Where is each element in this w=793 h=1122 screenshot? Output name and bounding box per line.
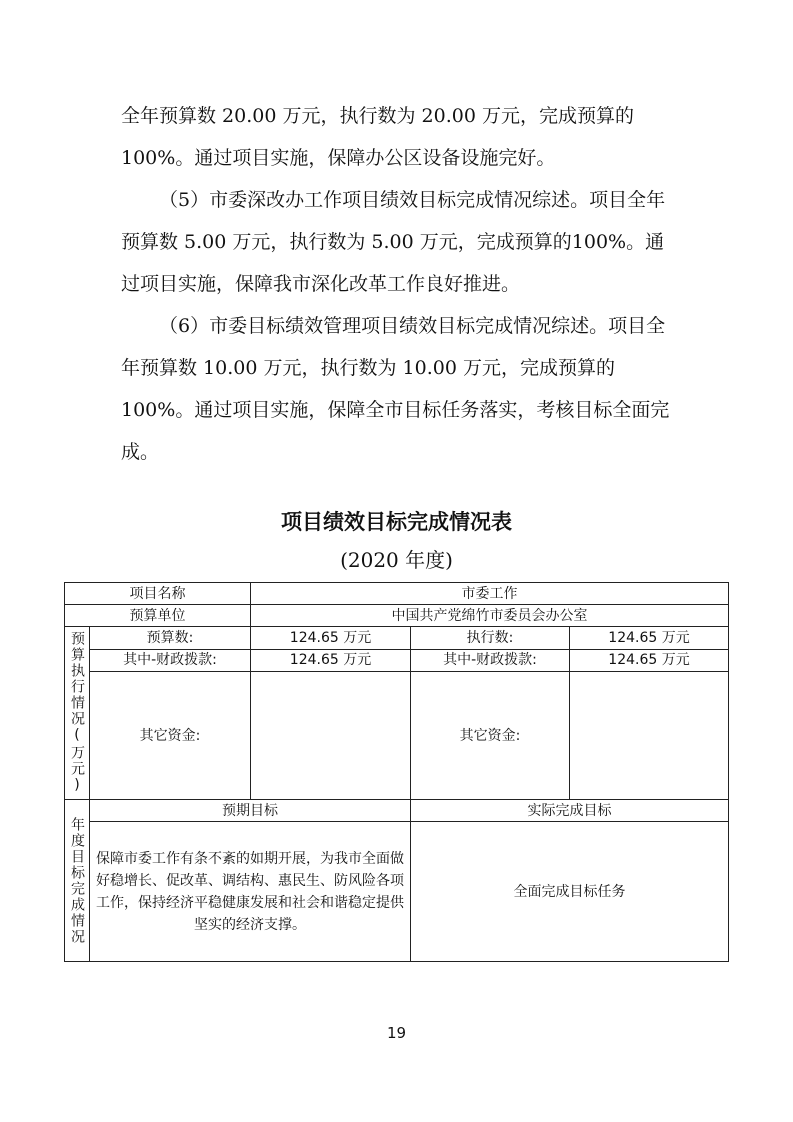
table-row xyxy=(65,800,729,822)
other-funds-value-left xyxy=(251,672,411,800)
other-funds-label-left: 其它资金: xyxy=(90,672,251,800)
fiscal-value-right: 124.65 万元 xyxy=(570,649,729,672)
table-row xyxy=(65,605,729,627)
table-row xyxy=(65,627,729,650)
budget-unit-label: 预算单位 xyxy=(65,605,251,627)
paragraph-3: （6）市委目标绩效管理项目绩效目标完成情况综述。项目全年预算数 10.00 万元，执行数为 10.00 万元，完成预算的 100%。通过项目实施，保障全市目标任务落实，考核目标全面完成。 xyxy=(121,315,670,463)
expected-goal-header: 预期目标 xyxy=(90,800,411,822)
project-name-label: 项目名称 xyxy=(65,583,251,605)
budget-amount-label: 预算数: xyxy=(90,627,251,650)
exec-amount-label: 执行数: xyxy=(411,627,570,650)
table-title: 项目绩效目标完成情况表 xyxy=(281,510,512,534)
table-row xyxy=(65,649,729,672)
fiscal-label-left: 其中-财政拨款: xyxy=(90,649,251,672)
paragraph-1: 全年预算数 20.00 万元，执行数为 20.00 万元，完成预算的100%。通过项目实施，保障办公区设备设施完好。 xyxy=(121,105,634,169)
annual-goal-label: 年度目标完成情况 xyxy=(65,800,90,962)
budget-amount-value: 124.65 万元 xyxy=(251,627,411,650)
exec-amount-value: 124.65 万元 xyxy=(570,627,729,650)
table-row xyxy=(65,822,729,962)
actual-goal-header: 实际完成目标 xyxy=(411,800,729,822)
paragraph-2: （5）市委深改办工作项目绩效目标完成情况综述。项目全年预算数 5.00 万元，执行数为 5.00 万元，完成预算的100%。通过项目实施，保障我市深化改革工作良好推进。 xyxy=(121,189,666,295)
performance-table xyxy=(64,582,729,962)
other-funds-label-right: 其它资金: xyxy=(411,672,570,800)
project-name-value: 市委工作 xyxy=(251,583,729,605)
expected-goal-text: 保障市委工作有条不紊的如期开展，为我市全面做好稳增长、促改革、调结构、惠民生、防风险各项工作，保持经济平稳健康发展和社会和谐稳定提供坚实的经济支撑。 xyxy=(90,822,411,962)
fiscal-value-left: 124.65 万元 xyxy=(251,649,411,672)
other-funds-value-right xyxy=(570,672,729,800)
table-row xyxy=(65,672,729,800)
actual-goal-text: 全面完成目标任务 xyxy=(411,822,729,962)
fiscal-label-right: 其中-财政拨款: xyxy=(411,649,570,672)
page-number: 19 xyxy=(386,1024,407,1042)
table-row xyxy=(65,583,729,605)
table-subtitle: (2020 年度) xyxy=(340,548,453,572)
budget-exec-label: 预算执行情况(万元) xyxy=(65,627,90,800)
budget-unit-value: 中国共产党绵竹市委员会办公室 xyxy=(251,605,729,627)
